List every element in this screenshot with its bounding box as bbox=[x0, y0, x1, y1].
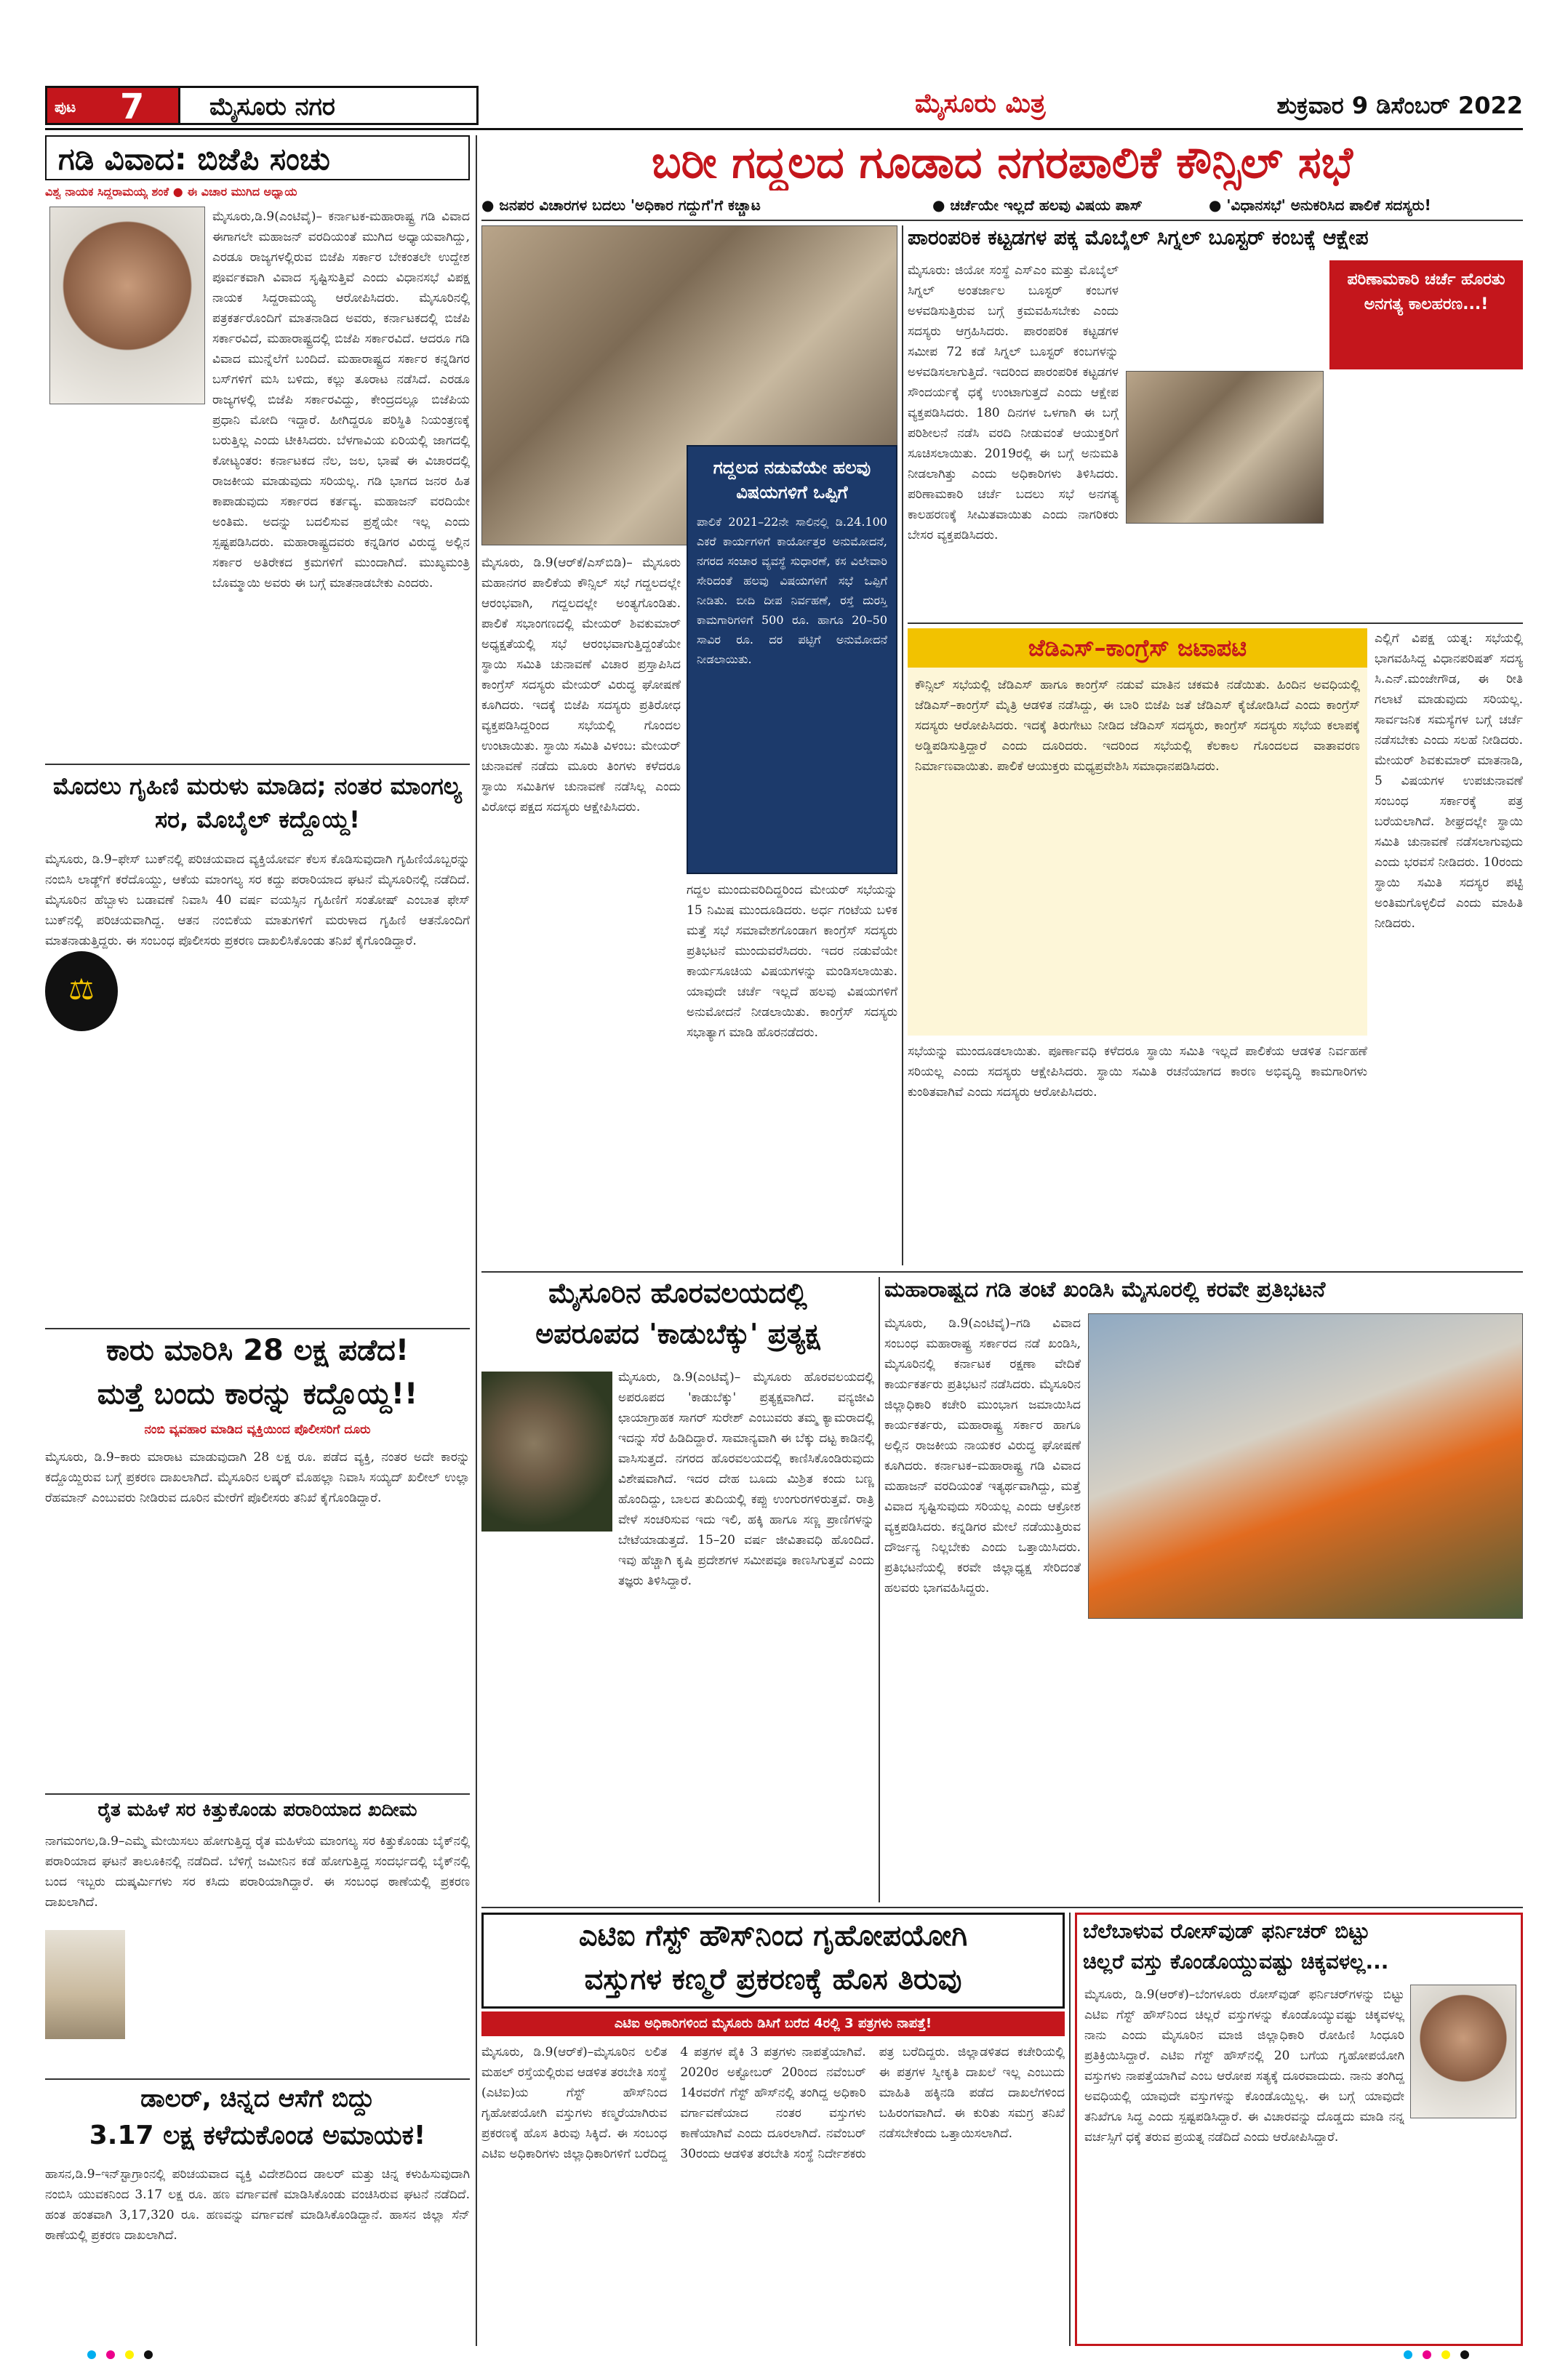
story-ati-kicker: ಎಟಿಐ ಅಧಿಕಾರಿಗಳಿಂದ ಮೈಸೂರು ಡಿಸಿಗೆ ಬರೆದ 4ರಲ್ಲಿ 3 ಪತ್ರಗಳು ನಾಪತ್ತೆ! bbox=[614, 2016, 932, 2031]
lead-headline: ಬರೀ ಗದ್ದಲದ ಗೂಡಾದ ನಗರಪಾಲಿಕೆ ಕೌನ್ಸಿಲ್ ಸಭೆ bbox=[651, 137, 1353, 188]
lead-rule bbox=[481, 220, 1523, 221]
story-tower bbox=[908, 225, 1523, 618]
reg-dot-magenta bbox=[1423, 2350, 1431, 2359]
story-side-body: ಎಲ್ಲಿಗೆ ವಿಪಕ್ಷ ಯತ್ನ: ಸಭೆಯಲ್ಲಿ ಭಾಗವಹಿಸಿದ್ದ ವಿಧಾನಪರಿಷತ್ ಸದಸ್ಯ ಸಿ.ಎನ್.ಮಂಜೇಗೌಡ, ಈ ರೀತಿ ಗಲಾಟೆ ಮಾಡುವುದು ಸರಿಯಲ್ಲ. ಸಾರ್ವಜನಿಕ ಸಮಸ್ಯೆಗಳ ಬಗ್ಗೆ ಚರ್ಚೆ ನಡೆಸಬೇಕು ಎಂದು ಸಲಹೆ ನೀಡಿದರು. ಮೇಯರ್ ಶಿವಕುಮಾರ್ ಮಾತನಾಡಿ, 5 ವಿಷಯಗಳ ಉಪಚುನಾವಣೆ ಸಂಬಂಧ ಸರ್ಕಾರಕ್ಕೆ ಪತ್ರ ಬರೆಯಲಾಗಿದೆ. ಶೀಘ್ರದಲ್ಲೇ ಸ್ಥಾಯಿ ಸಮಿತಿ ಚುನಾವಣೆ ನಡೆಸಲಾಗುವುದು ಎಂದು ಭರವಸೆ ನೀಡಿದರು. 10ರಂದು ಸ್ಥಾಯಿ ಸಮಿತಿ ಸದಸ್ಯರ ಪಟ್ಟಿ ಅಂತಿಮಗೊಳ್ಳಲಿದೆ ಎಂದು ಮಾಹಿತಿ ನೀಡಿದರು. bbox=[1375, 631, 1523, 931]
crime-logo-icon: ⚖ bbox=[68, 973, 95, 1006]
story-cat-body: ಮೈಸೂರು, ಡಿ.9(ಎಂಟಿವೈ)– ಮೈಸೂರು ಹೊರವಲಯದಲ್ಲಿ ಅಪರೂಪದ 'ಕಾಡುಬೆಕ್ಕು' ಪ್ರತ್ಯಕ್ಷವಾಗಿದೆ. ವನ್ಯಜೀವಿ ಛಾಯಾಗ್ರಾಹಕ ಸಾಗರ್ ಸುರೇಶ್ ಎಂಬುವರು ತಮ್ಮ ಕ್ಯಾಮರಾದಲ್ಲಿ ಇದನ್ನು ಸೆರೆ ಹಿಡಿದಿದ್ದಾರೆ. ಸಾಮಾನ್ಯವಾಗಿ ಈ ಬೆಕ್ಕು ದಟ್ಟ ಕಾಡಿನಲ್ಲಿ ವಾಸಿಸುತ್ತದೆ. ನಗರದ ಹೊರವಲಯದಲ್ಲಿ ಕಾಣಿಸಿಕೊಂಡಿರುವುದು ವಿಶೇಷವಾಗಿದೆ. ಇದರ ದೇಹ ಬೂದು ಮಿಶ್ರಿತ ಕಂದು ಬಣ್ಣ ಹೊಂದಿದ್ದು, ಬಾಲದ ತುದಿಯಲ್ಲಿ ಕಪ್ಪು ಉಂಗುರಗಳಿರುತ್ತವೆ. ರಾತ್ರಿ ವೇಳೆ ಸಂಚರಿಸುವ ಇದು ಇಲಿ, ಹಕ್ಕಿ ಹಾಗೂ ಸಣ್ಣ ಪ್ರಾಣಿಗಳನ್ನು ಬೇಟೆಯಾಡುತ್ತದೆ. 15–20 ವರ್ಷ ಜೀವಿತಾವಧಿ ಹೊಂದಿದೆ. ಇವು ಹೆಚ್ಚಾಗಿ ಕೃಷಿ ಪ್ರದೇಶಗಳ ಸಮೀಪವೂ ಕಾಣಸಿಗುತ್ತವೆ ಎಂದು ತಜ್ಞರು ತಿಳಿಸಿದ್ದಾರೆ. bbox=[618, 1370, 874, 1588]
reg-dot-cyan bbox=[1404, 2350, 1412, 2359]
story-furniture-headline-1: ಬೆಲೆಬಾಳುವ ರೋಸ್‌ವುಡ್ ಫರ್ನಿಚರ್ ಬಿಟ್ಟು bbox=[1083, 1919, 1370, 1943]
lead-body-col1: ಮೈಸೂರು, ಡಿ.9(ಆರ್‌ಕೆ/ಎಸ್‌ಬಿಡಿ)– ಮೈಸೂರು ಮಹಾನಗರ ಪಾಲಿಕೆಯ ಕೌನ್ಸಿಲ್ ಸಭೆ ಗದ್ದಲದಲ್ಲೇ ಆರಂಭವಾಗಿ, ಗದ್ದಲದಲ್ಲೇ ಅಂತ್ಯಗೊಂಡಿತು. ಪಾಲಿಕೆ ಸಭಾಂಗಣದಲ್ಲಿ ಮೇಯರ್ ಶಿವಕುಮಾರ್ ಅಧ್ಯಕ್ಷತೆಯಲ್ಲಿ ಸಭೆ ಆರಂಭವಾಗುತ್ತಿದ್ದಂತೆಯೇ ಸ್ಥಾಯಿ ಸಮಿತಿ ಚುನಾವಣೆ ವಿಚಾರ ಪ್ರಸ್ತಾಪಿಸಿದ ಕಾಂಗ್ರೆಸ್ ಸದಸ್ಯರು ಮೇಯರ್ ವಿರುದ್ಧ ಘೋಷಣೆ ಕೂಗಿದರು. ಇದಕ್ಕೆ ಬಿಜೆಪಿ ಸದಸ್ಯರು ಪ್ರತಿರೋಧ ವ್ಯಕ್ತಪಡಿಸಿದ್ದರಿಂದ ಸಭೆಯಲ್ಲಿ ಗೊಂದಲ ಉಂಟಾಯಿತು. ಸ್ಥಾಯಿ ಸಮಿತಿ ವಿಳಂಬ: ಮೇಯರ್ ಚುನಾವಣೆ ನಡೆದು ಮೂರು ತಿಂಗಳು ಕಳೆದರೂ ಸ್ಥಾಯಿ ಸಮಿತಿಗಳ ಚುನಾವಣೆ ನಡೆಸಿಲ್ಲ ಎಂದು ವಿರೋಧ ಪಕ್ಷದ ಸದಸ್ಯರು ಆಕ್ಷೇಪಿಸಿದರು. bbox=[481, 556, 681, 814]
jungle-cat-photo bbox=[481, 1372, 612, 1532]
left-rule-4 bbox=[45, 2078, 470, 2080]
story-dollar-headline-2: 3.17 ಲಕ್ಷ ಕಳೆದುಕೊಂಡ ಅಮಾಯಕ! bbox=[89, 2121, 426, 2150]
story-marriage-body: ಮೈಸೂರು, ಡಿ.9–ಫೇಸ್ ಬುಕ್‌ನಲ್ಲಿ ಪರಿಚಯವಾದ ವ್ಯಕ್ತಿಯೋರ್ವ ಕೆಲಸ ಕೊಡಿಸುವುದಾಗಿ ಗೃಹಿಣಿಯೊಬ್ಬರನ್ನು ನಂಬಿಸಿ ಲಾಡ್ಜ್‌ಗೆ ಕರೆದೊಯ್ದು, ಆಕೆಯ ಮಾಂಗಲ್ಯ ಸರ ಕದ್ದು ಪರಾರಿಯಾದ ಘಟನೆ ಮೈಸೂರಿನಲ್ಲಿ ನಡೆದಿದೆ. ಮೈಸೂರಿನ ಹೆಬ್ಬಾಳು ಬಡಾವಣೆ ನಿವಾಸಿ 40 ವರ್ಷ ವಯಸ್ಸಿನ ಗೃಹಿಣಿಗೆ ಸಂತೋಷ್ ಎಂಬಾತ ಫೇಸ್ ಬುಕ್‌ನಲ್ಲಿ ಪರಿಚಯವಾಗಿದ್ದ. ಆತನ ನಂಬಿಕೆಯ ಮಾತುಗಳಿಗೆ ಮರುಳಾದ ಗೃಹಿಣಿ ಆತನೊಂದಿಗೆ ಮಾತನಾಡುತ್ತಿದ್ದರು. ಈ ಸಂಬಂಧ ಪೊಲೀಸರು ಪ್ರಕರಣ ದಾಖಲಿಸಿಕೊಂಡು ತನಿಖೆ ಕೈಗೊಂಡಿದ್ದಾರೆ. bbox=[45, 852, 470, 948]
siddaramaiah-photo bbox=[49, 207, 205, 404]
page-label: ಪುಟ bbox=[55, 98, 76, 116]
story-dollar-body: ಹಾಸನ,ಡಿ.9–ಇನ್‌ಸ್ಟಾಗ್ರಾಂನಲ್ಲಿ ಪರಿಚಯವಾದ ವ್ಯಕ್ತಿ ವಿದೇಶದಿಂದ ಡಾಲರ್ ಮತ್ತು ಚಿನ್ನ ಕಳುಹಿಸುವುದಾಗಿ ನಂಬಿಸಿ ಯುವಕನಿಂದ 3.17 ಲಕ್ಷ ರೂ. ಹಣ ವರ್ಗಾವಣೆ ಮಾಡಿಸಿಕೊಂಡು ವಂಚಿಸಿರುವ ಘಟನೆ ನಡೆದಿದೆ. ಹಂತ ಹಂತವಾಗಿ 3,17,320 ರೂ. ಹಣವನ್ನು ವರ್ಗಾವಣೆ ಮಾಡಿಸಿಕೊಂಡಿದ್ದಾನೆ. ಹಾಸನ ಜಿಲ್ಲಾ ಸೆನ್ ಠಾಣೆಯಲ್ಲಿ ಪ್ರಕರಣ ದಾಖಲಾಗಿದೆ. bbox=[45, 2167, 470, 2243]
lead-subhead-3: ● 'ವಿಧಾನಸಭೆ' ಅನುಕರಿಸಿದ ಪಾಲಿಕೆ ಸದಸ್ಯರು! bbox=[1209, 196, 1431, 214]
lead-headline-box bbox=[481, 135, 1523, 191]
left-rule-3 bbox=[45, 1793, 470, 1795]
story-farmer-headline: ರೈತ ಮಹಿಳೆ ಸರ ಕಿತ್ತುಕೊಂಡು ಪರಾರಿಯಾದ ಖದೀಮ bbox=[97, 1799, 417, 1821]
story-car-kicker: ನಂಬಿ ವ್ಯವಹಾರ ಮಾಡಿದ ವ್ಯಕ್ತಿಯಿಂದ ಪೊಲೀಸರಿಗೆ ದೂರು bbox=[144, 1422, 371, 1437]
story-ati-headline-1: ಎಟಿಐ ಗೆಸ್ಟ್ ಹೌಸ್‌ನಿಂದ ಗೃಹೋಪಯೋಗಿ bbox=[578, 1919, 968, 1953]
story-ati bbox=[481, 1913, 1065, 2346]
story-jds-headline-band bbox=[908, 628, 1367, 668]
story-gadi-headline-box bbox=[45, 135, 470, 180]
story-protest-headline: ಮಹಾರಾಷ್ಟ್ರದ ಗಡಿ ತಂಟೆ ಖಂಡಿಸಿ ಮೈಸೂರಲ್ಲಿ ಕರವೇ ಪ್ರತಿಭಟನೆ bbox=[884, 1277, 1326, 1302]
story-gadi bbox=[45, 135, 470, 759]
story-car-headline-2: ಮತ್ತೆ ಬಂದು ಕಾರನ್ನು ಕದ್ದೊಯ್ದ!! bbox=[97, 1377, 418, 1411]
masthead-rule bbox=[45, 128, 1523, 130]
story-furniture-headline-2: ಚಿಲ್ಲರೆ ವಸ್ತು ಕೊಂಡೊಯ್ದುವಷ್ಟು ಚಿಕ್ಕವಳಲ್ಲ... bbox=[1083, 1950, 1389, 1974]
lead-body-col3: ಸಭೆಯನ್ನು ಮುಂದೂಡಲಾಯಿತು. ಪೂರ್ಣಾವಧಿ ಕಳೆದರೂ ಸ್ಥಾಯಿ ಸಮಿತಿ ಇಲ್ಲದೆ ಪಾಲಿಕೆಯ ಆಡಳಿತ ನಿರ್ವಹಣೆ ಸರಿಯಲ್ಲ ಎಂದು ಸದಸ್ಯರು ಆಕ್ಷೇಪಿಸಿದರು. ಸ್ಥಾಯಿ ಸಮಿತಿ ರಚನೆಯಾಗದ ಕಾರಣ ಅಭಿವೃದ್ಧಿ ಕಾಮಗಾರಿಗಳು ಕುಂಠಿತವಾಗಿವೆ ಎಂದು ಸದಸ್ಯರು ಆರೋಪಿಸಿದರು. bbox=[908, 1044, 1367, 1100]
lead-inset-title: ಗದ್ದಲದ ನಡುವೆಯೇ ಹಲವು ವಿಷಯಗಳಿಗೆ ಒಪ್ಪಿಗೆ bbox=[713, 457, 871, 503]
protest-photo bbox=[1088, 1313, 1523, 1619]
story-ati-headline-box bbox=[481, 1913, 1065, 2009]
story-gadi-headline: ಗಡಿ ವಿವಾದ: ಬಿಜೆಪಿ ಸಂಚು bbox=[58, 141, 330, 177]
story-cat-headline-1: ಮೈಸೂರಿನ ಹೊರವಲಯದಲ್ಲಿ bbox=[548, 1277, 807, 1309]
reg-dot-magenta bbox=[106, 2350, 115, 2359]
lead-subhead-1: ● ಜನಪರ ವಿಚಾರಗಳ ಬದಲು 'ಅಧಿಕಾರ ಗದ್ದುಗೆ'ಗೆ ಕಚ್ಚಾಟ bbox=[481, 196, 761, 214]
paper-name: ಮೈಸೂರು ಮಿತ್ರ bbox=[915, 89, 1046, 119]
story-protest bbox=[884, 1277, 1523, 1902]
column-rule-left bbox=[476, 135, 477, 2346]
lead-subhead-2: ● ಚರ್ಚೆಯೇ ಇಲ್ಲದೆ ಹಲವು ವಿಷಯ ಪಾಸ್ bbox=[932, 196, 1143, 214]
lead-inset-body: ಪಾಲಿಕೆ 2021–22ನೇ ಸಾಲಿನಲ್ಲಿ ಡಿ.24.100 ಎಕರೆ ಕಾರ್ಯಗಳಿಗೆ ಕಾರ್ಯೋತ್ತರ ಅನುಮೋದನೆ, ನಗರದ ಸಂಚಾರ ವ್ಯವಸ್ಥೆ ಸುಧಾರಣೆ, ಕಸ ವಿಲೇವಾರಿ ಸೇರಿದಂತೆ ಹಲವು ವಿಷಯಗಳಿಗೆ ಸಭೆ ಒಪ್ಪಿಗೆ ನೀಡಿತು. ಬೀದಿ ದೀಪ ನಿರ್ವಹಣೆ, ರಸ್ತೆ ದುರಸ್ತಿ ಕಾಮಗಾರಿಗಳಿಗೆ 500 ರೂ. ಹಾಗೂ 20–50 ಸಾವಿರ ರೂ. ದರ ಪಟ್ಟಿಗೆ ಅನುಮೋದನೆ ನೀಡಲಾಯಿತು. bbox=[697, 515, 887, 666]
lower-rule bbox=[481, 1907, 1523, 1908]
story-marriage bbox=[45, 769, 470, 1322]
story-dollar-headline-1: ಡಾಲರ್, ಚಿನ್ನದ ಆಸೆಗೆ ಬಿದ್ದು bbox=[140, 2084, 375, 2113]
story-car-headline-1: ಕಾರು ಮಾರಿಸಿ 28 ಲಕ್ಷ ಪಡೆದ! bbox=[105, 1334, 409, 1367]
lead-inset-box bbox=[687, 445, 897, 874]
story-furniture bbox=[1075, 1913, 1523, 2346]
mid-rule bbox=[481, 1271, 1523, 1273]
column-rule-mid bbox=[879, 1277, 880, 1902]
story-marriage-headline: ಮೊದಲು ಗೃಹಿಣಿ ಮರುಳು ಮಾಡಿದ; ನಂತರ ಮಾಂಗಲ್ಯ ಸರ, ಮೊಬೈಲ್ ಕದ್ದೊಯ್ದ! bbox=[53, 772, 462, 833]
section-label-box bbox=[180, 86, 479, 125]
lead-body-col2: ಗದ್ದಲ ಮುಂದುವರಿದಿದ್ದರಿಂದ ಮೇಯರ್ ಸಭೆಯನ್ನು 15 ನಿಮಿಷ ಮುಂದೂಡಿದರು. ಅರ್ಧ ಗಂಟೆಯ ಬಳಿಕ ಮತ್ತೆ ಸಭೆ ಸಮಾವೇಶಗೊಂಡಾಗ ಕಾಂಗ್ರೆಸ್ ಸದಸ್ಯರು ಪ್ರತಿಭಟನೆ ಮುಂದುವರೆಸಿದರು. ಇದರ ನಡುವೆಯೇ ಕಾರ್ಯಸೂಚಿಯ ವಿಷಯಗಳನ್ನು ಮಂಡಿಸಲಾಯಿತು. ಯಾವುದೇ ಚರ್ಚೆ ಇಲ್ಲದೆ ಹಲವು ವಿಷಯಗಳಿಗೆ ಅನುಮೋದನೆ ನೀಡಲಾಯಿತು. ಕಾಂಗ್ರೆಸ್ ಸದಸ್ಯರು ಸಭಾತ್ಯಾಗ ಮಾಡಿ ಹೊರನಡೆದರು. bbox=[687, 883, 897, 1040]
story-car-body: ಮೈಸೂರು, ಡಿ.9–ಕಾರು ಮಾರಾಟ ಮಾಡುವುದಾಗಿ 28 ಲಕ್ಷ ರೂ. ಪಡೆದ ವ್ಯಕ್ತಿ, ನಂತರ ಅದೇ ಕಾರನ್ನು ಕದ್ದೊಯ್ದಿರುವ ಬಗ್ಗೆ ಪ್ರಕರಣ ದಾಖಲಾಗಿದೆ. ಮೈಸೂರಿನ ಲಷ್ಕರ್ ಮೊಹಲ್ಲಾ ನಿವಾಸಿ ಸಯ್ಯದ್ ಖಲೀಲ್ ಉಲ್ಲಾ ರೆಹಮಾನ್ ಎಂಬುವರು ನೀಡಿರುವ ದೂರಿನ ಮೇರೆಗೆ ಪೊಲೀಸರು ತನಿಖೆ ಕೈಗೊಂಡಿದ್ದಾರೆ. bbox=[45, 1450, 470, 1505]
page-number: 7 bbox=[120, 87, 145, 125]
story-jds-headline: ಜೆಡಿಎಸ್–ಕಾಂಗ್ರೆಸ್ ಜಟಾಪಟಿ bbox=[1028, 634, 1247, 662]
story-ati-kicker-band bbox=[481, 2011, 1065, 2036]
story-tower-body: ಮೈಸೂರು: ಜಿಯೋ ಸಂಸ್ಥೆ ಎಸ್‌ಎಂ ಮತ್ತು ಮೊಬೈಲ್ ಸಿಗ್ನಲ್ ಅಂತರ್ಜಾಲ ಬೂಸ್ಟರ್ ಕಂಬಗಳ ಅಳವಡಿಸುತ್ತಿರುವ ಬಗ್ಗೆ ಕ್ರಮವಹಿಸಬೇಕು ಎಂದು ಸದಸ್ಯರು ಆಗ್ರಹಿಸಿದರು. ಪಾರಂಪರಿಕ ಕಟ್ಟಡಗಳ ಸಮೀಪ 72 ಕಡೆ ಸಿಗ್ನಲ್ ಬೂಸ್ಟರ್ ಕಂಬಗಳನ್ನು ಅಳವಡಿಸಲಾಗುತ್ತಿದೆ. ಇದರಿಂದ ಪಾರಂಪರಿಕ ಕಟ್ಟಡಗಳ ಸೌಂದರ್ಯಕ್ಕೆ ಧಕ್ಕೆ ಉಂಟಾಗುತ್ತದೆ ಎಂದು ಆಕ್ಷೇಪ ವ್ಯಕ್ತಪಡಿಸಿದರು. 180 ದಿನಗಳ ಒಳಗಾಗಿ ಈ ಬಗ್ಗೆ ಪರಿಶೀಲನೆ ನಡೆಸಿ ವರದಿ ನೀಡುವಂತೆ ಆಯುಕ್ತರಿಗೆ ಸೂಚಿಸಲಾಯಿತು. 2019ರಲ್ಲಿ ಈ ಬಗ್ಗೆ ಅನುಮತಿ ನೀಡಲಾಗಿತ್ತು ಎಂದು ಅಧಿಕಾರಿಗಳು ತಿಳಿಸಿದರು. ಪರಿಣಾಮಕಾರಿ ಚರ್ಚೆ ಬದಲು ಸಭೆ ಅನಗತ್ಯ ಕಾಲಹರಣಕ್ಕೆ ಸೀಮಿತವಾಯಿತು ಎಂದು ನಾಗರಿಕರು ಬೇಸರ ವ್ಯಕ್ತಪಡಿಸಿದರು. bbox=[908, 263, 1119, 543]
story-cat bbox=[481, 1277, 874, 1902]
column-rule-lead bbox=[902, 225, 903, 1265]
story-cat-headline-2: ಅಪರೂಪದ 'ಕಾಡುಬೆಕ್ಕು' ಪ್ರತ್ಯಕ್ಷ bbox=[535, 1318, 820, 1350]
story-tower-badge-text: ಪರಿಣಾಮಕಾರಿ ಚರ್ಚೆ ಹೊರತು ಅನಗತ್ಯ ಕಾಲಹರಣ...! bbox=[1347, 271, 1505, 313]
masthead-ribbon bbox=[479, 89, 1523, 122]
left-rule-1 bbox=[45, 764, 470, 765]
story-dollar bbox=[45, 2084, 470, 2339]
reg-dot-yellow bbox=[125, 2350, 134, 2359]
story-tower-badge bbox=[1329, 260, 1523, 369]
councillor-speaking-photo bbox=[1126, 371, 1324, 524]
section-label: ಮೈಸೂರು ನಗರ bbox=[209, 92, 335, 121]
story-gadi-body: ಮೈಸೂರು,ಡಿ.9(ಎಂಟಿವೈ)– ಕರ್ನಾಟಕ-ಮಹಾರಾಷ್ಟ್ರ ಗಡಿ ವಿವಾದ ಈಗಾಗಲೇ ಮಹಾಜನ್ ವರದಿಯಂತೆ ಮುಗಿದ ಅಧ್ಯಾಯವಾಗಿದ್ದು, ಎರಡೂ ರಾಜ್ಯಗಳಲ್ಲಿರುವ ಬಿಜೆಪಿ ಸರ್ಕಾರ ಬೇಕಂತಲೇ ಉದ್ದೇಶ ಪೂರ್ವಕವಾಗಿ ವಿವಾದ ಸೃಷ್ಟಿಸುತ್ತಿವೆ ಎಂದು ವಿಧಾನಸಭೆ ವಿಪಕ್ಷ ನಾಯಕ ಸಿದ್ದರಾಮಯ್ಯ ಆರೋಪಿಸಿದರು. ಮೈಸೂರಿನಲ್ಲಿ ಪತ್ರಕರ್ತರೊಂದಿಗೆ ಮಾತನಾಡಿದ ಅವರು, ಕರ್ನಾಟಕದಲ್ಲಿ ಬಿಜೆಪಿ ಸರ್ಕಾರವಿದೆ, ಮಹಾರಾಷ್ಟ್ರದಲ್ಲಿ ಬಿಜೆಪಿ ಸರ್ಕಾರವಿದೆ. ಆದರೂ ಗಡಿ ವಿವಾದ ಮುನ್ನೆಲೆಗೆ ಬಂದಿದೆ. ಮಹಾರಾಷ್ಟ್ರದ ಸರ್ಕಾರ ಕನ್ನಡಿಗರ ಬಸ್‌ಗಳಿಗೆ ಮಸಿ ಬಳಿದು, ಕಲ್ಲು ತೂರಾಟ ನಡೆಸಿದೆ. ಎರಡೂ ರಾಜ್ಯಗಳಲ್ಲಿ ಬಿಜೆಪಿ ಸರ್ಕಾರವಿದ್ದು, ಕೇಂದ್ರದಲ್ಲೂ ಬಿಜೆಪಿಯ ಪ್ರಧಾನಿ ಮೋದಿ ಇದ್ದಾರೆ. ಹೀಗಿದ್ದರೂ ಪರಿಸ್ಥಿತಿ ನಿಯಂತ್ರಣಕ್ಕೆ ಬರುತ್ತಿಲ್ಲ ಎಂದು ಟೀಕಿಸಿದರು. ಬೆಳಗಾವಿಯ ಏರಿಯಲ್ಲಿ ಜಾಗದಲ್ಲಿ ಕೋಟ್ಯಂತರ: ಕರ್ನಾಟಕದ ನೆಲ, ಜಲ, ಭಾಷೆ ಈ ವಿಚಾರದಲ್ಲಿ ರಾಜಕೀಯ ಮಾಡುವುದು ಸರಿಯಲ್ಲ. ಗಡಿ ಭಾಗದ ಜನರ ಹಿತ ಕಾಪಾಡುವುದು ಸರ್ಕಾರದ ಕರ್ತವ್ಯ. ಮಹಾಜನ್ ವರದಿಯೇ ಅಂತಿಮ. ಅದನ್ನು ಬದಲಿಸುವ ಪ್ರಶ್ನೆಯೇ ಇಲ್ಲ ಎಂದು ಸ್ಪಷ್ಟಪಡಿಸಿದರು. ಮಹಾರಾಷ್ಟ್ರದವರು ಕನ್ನಡಿಗರ ವಿರುದ್ಧ ಅಲ್ಲಿನ ಸರ್ಕಾರ ಅತಿರೇಕದ ಕ್ರಮಗಳಿಗೆ ಮುಂದಾಗಿದೆ. ಮುಖ್ಯಮಂತ್ರಿ ಬೊಮ್ಮಾಯಿ ಅವರು ಈ ಬಗ್ಗೆ ಮಾತನಾಡಬೇಕು ಎಂದರು. bbox=[212, 209, 470, 590]
reg-dot-yellow bbox=[1441, 2350, 1450, 2359]
reg-dot-cyan bbox=[87, 2350, 96, 2359]
left-rule-2 bbox=[45, 1328, 470, 1329]
story-car bbox=[45, 1334, 470, 1790]
reg-dot-black bbox=[1460, 2350, 1469, 2359]
masthead bbox=[45, 86, 1523, 125]
story-jds-body: ಕೌನ್ಸಿಲ್ ಸಭೆಯಲ್ಲಿ ಜೆಡಿಎಸ್ ಹಾಗೂ ಕಾಂಗ್ರೆಸ್ ನಡುವೆ ಮಾತಿನ ಚಕಮಕಿ ನಡೆಯಿತು. ಹಿಂದಿನ ಅವಧಿಯಲ್ಲಿ ಜೆಡಿಎಸ್–ಕಾಂಗ್ರೆಸ್ ಮೈತ್ರಿ ಆಡಳಿತ ನಡೆಸಿದ್ದು, ಈ ಬಾರಿ ಬಿಜೆಪಿ ಜತೆ ಜೆಡಿಎಸ್ ಕೈಜೋಡಿಸಿದೆ ಎಂದು ಕಾಂಗ್ರೆಸ್ ಸದಸ್ಯರು ಆರೋಪಿಸಿದರು. ಇದಕ್ಕೆ ತಿರುಗೇಟು ನೀಡಿದ ಜೆಡಿಎಸ್ ಸದಸ್ಯರು, ಕಾಂಗ್ರೆಸ್ ಸದಸ್ಯರು ಸಭೆಯ ಕಲಾಪಕ್ಕೆ ಅಡ್ಡಿಪಡಿಸುತ್ತಿದ್ದಾರೆ ಎಂದು ದೂರಿದರು. ಇದರಿಂದ ಸಭೆಯಲ್ಲಿ ಕೆಲಕಾಲ ಗೊಂದಲದ ವಾತಾವರಣ ನಿರ್ಮಾಣವಾಯಿತು. ಪಾಲಿಕೆ ಆಯುಕ್ತರು ಮಧ್ಯಪ್ರವೇಶಿಸಿ ಸಮಾಧಾನಪಡಿಸಿದರು. bbox=[915, 678, 1360, 774]
page-number-badge bbox=[45, 86, 180, 125]
story-jds bbox=[908, 628, 1367, 1036]
rohini-sindhuri-photo bbox=[1410, 1985, 1516, 2118]
issue-date: ಶುಕ್ರವಾರ 9 ಡಿಸೆಂಬರ್ 2022 bbox=[1276, 92, 1523, 119]
story-farmer-body: ನಾಗಮಂಗಲ,ಡಿ.9–ಎಮ್ಮೆ ಮೇಯಿಸಲು ಹೋಗುತ್ತಿದ್ದ ರೈತ ಮಹಿಳೆಯ ಮಾಂಗಲ್ಯ ಸರ ಕಿತ್ತುಕೊಂಡು ಬೈಕ್‌ನಲ್ಲಿ ಪರಾರಿಯಾದ ಘಟನೆ ತಾಲೂಕಿನಲ್ಲಿ ನಡೆದಿದೆ. ಬೆಳಿಗ್ಗೆ ಜಮೀನಿನ ಕಡೆ ಹೋಗುತ್ತಿದ್ದ ಸಂದರ್ಭದಲ್ಲಿ ಬೈಕ್‌ನಲ್ಲಿ ಬಂದ ಇಬ್ಬರು ದುಷ್ಕರ್ಮಿಗಳು ಸರ ಕಸಿದು ಪರಾರಿಯಾಗಿದ್ದಾರೆ. ಈ ಸಂಬಂಧ ಠಾಣೆಯಲ್ಲಿ ಪ್ರಕರಣ ದಾಖಲಾಗಿದೆ. bbox=[45, 1834, 470, 1910]
story-ati-body: ಮೈಸೂರು, ಡಿ.9(ಆರ್‌ಕೆ)–ಮೈಸೂರಿನ ಲಲಿತ ಮಹಲ್ ರಸ್ತೆಯಲ್ಲಿರುವ ಆಡಳಿತ ತರಬೇತಿ ಸಂಸ್ಥೆ (ಎಟಿಐ)ಯ ಗೆಸ್ಟ್ ಹೌಸ್‌ನಿಂದ ಗೃಹೋಪಯೋಗಿ ವಸ್ತುಗಳು ಕಣ್ಮರೆಯಾಗಿರುವ ಪ್ರಕರಣಕ್ಕೆ ಹೊಸ ತಿರುವು ಸಿಕ್ಕಿದೆ. ಈ ಸಂಬಂಧ ಎಟಿಐ ಅಧಿಕಾರಿಗಳು ಜಿಲ್ಲಾಧಿಕಾರಿಗಳಿಗೆ ಬರೆದಿದ್ದ 4 ಪತ್ರಗಳ ಪೈಕಿ 3 ಪತ್ರಗಳು ನಾಪತ್ತೆಯಾಗಿವೆ. 2020ರ ಅಕ್ಟೋಬರ್ 20ರಿಂದ ನವೆಂಬರ್ 14ರವರೆಗೆ ಗೆಸ್ಟ್ ಹೌಸ್‌ನಲ್ಲಿ ತಂಗಿದ್ದ ಅಧಿಕಾರಿ ವರ್ಗಾವಣೆಯಾದ ನಂತರ ವಸ್ತುಗಳು ಕಾಣೆಯಾಗಿವೆ ಎಂದು ದೂರಲಾಗಿದೆ. ನವೆಂಬರ್ 30ರಂದು ಆಡಳಿತ ತರಬೇತಿ ಸಂಸ್ಥೆ ನಿರ್ದೇಶಕರು ಪತ್ರ ಬರೆದಿದ್ದರು. ಜಿಲ್ಲಾಡಳಿತದ ಕಚೇರಿಯಲ್ಲಿ ಈ ಪತ್ರಗಳ ಸ್ವೀಕೃತಿ ದಾಖಲೆ ಇಲ್ಲ ಎಂಬುದು ಮಾಹಿತಿ ಹಕ್ಕಿನಡಿ ಪಡೆದ ದಾಖಲೆಗಳಿಂದ ಬಹಿರಂಗವಾಗಿದೆ. ಈ ಕುರಿತು ಸಮಗ್ರ ತನಿಖೆ ನಡೆಸಬೇಕೆಂದು ಒತ್ತಾಯಿಸಲಾಗಿದೆ. bbox=[481, 2045, 1065, 2161]
registration-marks-right bbox=[1404, 2350, 1484, 2361]
lead-subheads bbox=[481, 193, 1523, 218]
story-gadi-kicker: ವಿಶ್ವ ನಾಯಕ ಸಿದ್ದರಾಮಯ್ಯ ಶಂಕೆ ● ಈ ವಿಚಾರ ಮುಗಿದ ಅಧ್ಯಾಯ bbox=[45, 185, 297, 199]
column-rule-bottom bbox=[1069, 1913, 1071, 2346]
story-tower-headline: ಪಾರಂಪರಿಕ ಕಟ್ಟಡಗಳ ಪಕ್ಕ ಮೊಬೈಲ್ ಸಿಗ್ನಲ್ ಬೂಸ್ಟರ್ ಕಂಬಕ್ಕೆ ಆಕ್ಷೇಪ bbox=[908, 225, 1369, 249]
registration-marks-left bbox=[87, 2350, 167, 2361]
reg-dot-black bbox=[144, 2350, 153, 2359]
story-protest-body: ಮೈಸೂರು, ಡಿ.9(ಎಂಟಿವೈ)–ಗಡಿ ವಿವಾದ ಸಂಬಂಧ ಮಹಾರಾಷ್ಟ್ರ ಸರ್ಕಾರದ ನಡೆ ಖಂಡಿಸಿ, ಮೈಸೂರಿನಲ್ಲಿ ಕರ್ನಾಟಕ ರಕ್ಷಣಾ ವೇದಿಕೆ ಕಾರ್ಯಕರ್ತರು ಪ್ರತಿಭಟನೆ ನಡೆಸಿದರು. ಮೈಸೂರಿನ ಜಿಲ್ಲಾಧಿಕಾರಿ ಕಚೇರಿ ಮುಂಭಾಗ ಜಮಾಯಿಸಿದ ಕಾರ್ಯಕರ್ತರು, ಮಹಾರಾಷ್ಟ್ರ ಸರ್ಕಾರ ಹಾಗೂ ಅಲ್ಲಿನ ರಾಜಕೀಯ ನಾಯಕರ ವಿರುದ್ಧ ಘೋಷಣೆ ಕೂಗಿದರು. ಕರ್ನಾಟಕ–ಮಹಾರಾಷ್ಟ್ರ ಗಡಿ ವಿವಾದ ಮಹಾಜನ್ ವರದಿಯಂತೆ ಇತ್ಯರ್ಥವಾಗಿದ್ದು, ಮತ್ತೆ ವಿವಾದ ಸೃಷ್ಟಿಸುವುದು ಸರಿಯಲ್ಲ ಎಂದು ಆಕ್ರೋಶ ವ್ಯಕ್ತಪಡಿಸಿದರು. ಕನ್ನಡಿಗರ ಮೇಲೆ ನಡೆಯುತ್ತಿರುವ ದೌರ್ಜನ್ಯ ನಿಲ್ಲಬೇಕು ಎಂದು ಒತ್ತಾಯಿಸಿದರು. ಪ್ರತಿಭಟನೆಯಲ್ಲಿ ಕರವೇ ಜಿಲ್ಲಾಧ್ಯಕ್ಷ ಸೇರಿದಂತೆ ಹಲವರು ಭಾಗವಹಿಸಿದ್ದರು. bbox=[884, 1316, 1081, 1596]
story-farmer bbox=[45, 1799, 470, 2075]
story-furniture-body: ಮೈಸೂರು, ಡಿ.9(ಆರ್‌ಕೆ)–ಬೆಂಗಳೂರು ರೋಸ್‌ವುಡ್ ಫರ್ನಿಚರ್‌ಗಳನ್ನು ಬಿಟ್ಟು ಎಟಿಐ ಗೆಸ್ಟ್ ಹೌಸ್‌ನಿಂದ ಚಿಲ್ಲರೆ ವಸ್ತುಗಳನ್ನು ಕೊಂಡೊಯ್ಯುವಷ್ಟು ಚಿಕ್ಕವಳಲ್ಲ ನಾನು ಎಂದು ಮೈಸೂರಿನ ಮಾಜಿ ಜಿಲ್ಲಾಧಿಕಾರಿ ರೋಹಿಣಿ ಸಿಂಧೂರಿ ಪ್ರತಿಕ್ರಿಯಿಸಿದ್ದಾರೆ. ಎಟಿಐ ಗೆಸ್ಟ್ ಹೌಸ್‌ನಲ್ಲಿ 20 ಬಗೆಯ ಗೃಹೋಪಯೋಗಿ ವಸ್ತುಗಳು ನಾಪತ್ತೆಯಾಗಿವೆ ಎಂಬ ಆರೋಪ ಸತ್ಯಕ್ಕೆ ದೂರವಾದುದು. ನಾನು ತಂಗಿದ್ದ ಅವಧಿಯಲ್ಲಿ ಯಾವುದೇ ವಸ್ತುಗಳನ್ನು ಕೊಂಡೊಯ್ದಿಲ್ಲ. ಈ ಬಗ್ಗೆ ಯಾವುದೇ ತನಿಖೆಗೂ ಸಿದ್ಧ ಎಂದು ಸ್ಪಷ್ಟಪಡಿಸಿದ್ದಾರೆ. ಈ ವಿಚಾರವನ್ನು ದೊಡ್ಡದು ಮಾಡಿ ನನ್ನ ವರ್ಚಸ್ಸಿಗೆ ಧಕ್ಕೆ ತರುವ ಪ್ರಯತ್ನ ನಡೆದಿದೆ ಎಂದು ಆರೋಪಿಸಿದ್ದಾರೆ. bbox=[1084, 1987, 1404, 2145]
tower-rule bbox=[908, 622, 1523, 624]
story-ati-headline-2: ವಸ್ತುಗಳ ಕಣ್ಮರೆ ಪ್ರಕರಣಕ್ಕೆ ಹೊಸ ತಿರುವು bbox=[584, 1963, 962, 1996]
